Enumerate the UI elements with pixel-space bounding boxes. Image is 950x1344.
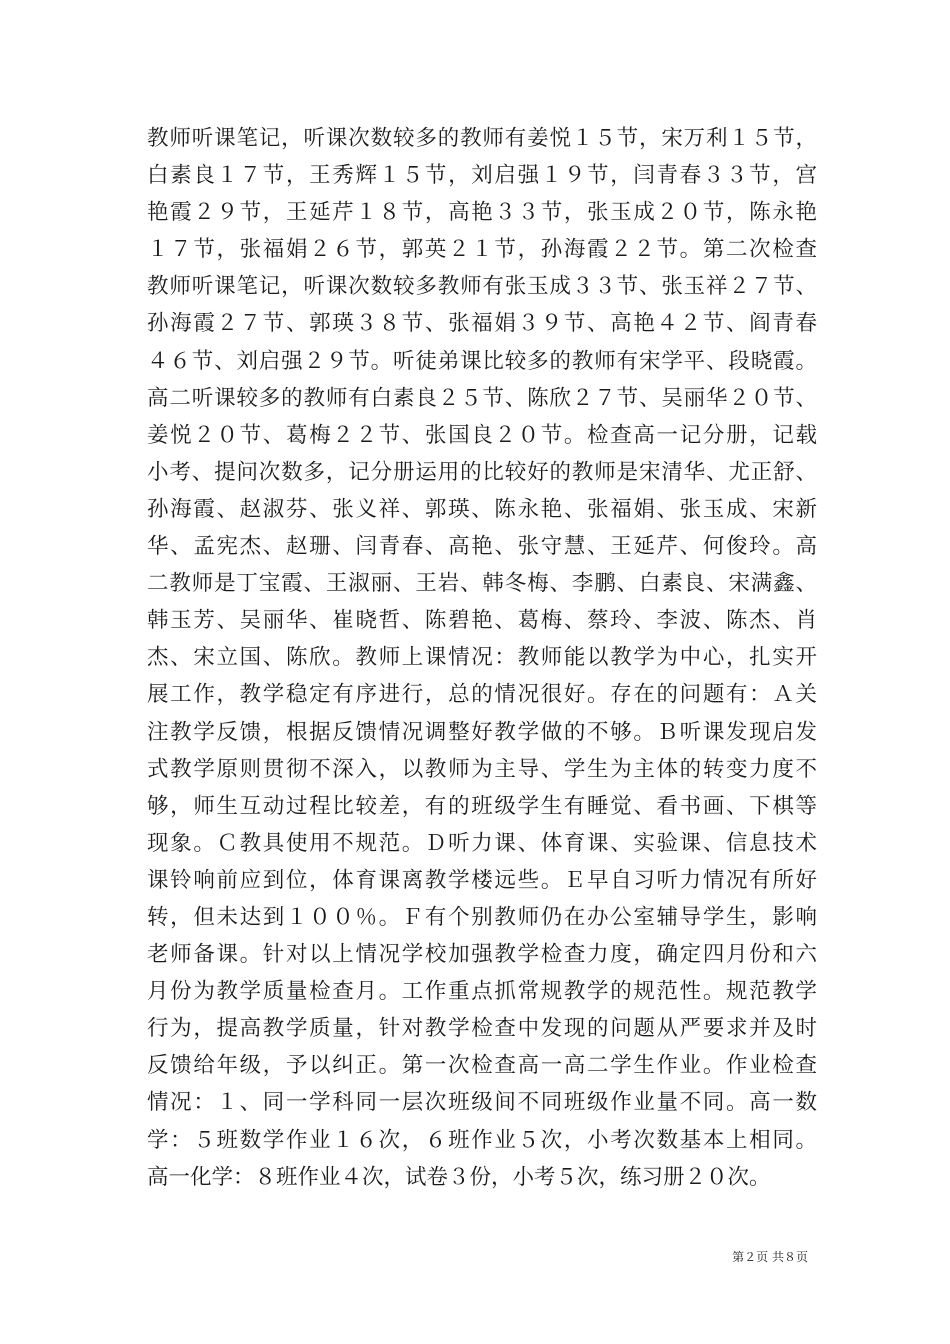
body-text-line: 现象。Ｃ教具使用不规范。Ｄ听力课、体育课、实验课、信息技术 — [147, 830, 817, 856]
body-text-line: 孙海霞、赵淑芬、张义祥、郭瑛、陈永艳、张福娟、张玉成、宋新 — [147, 496, 817, 522]
body-text-line: 艳霞２９节，王延芹１８节，高艳３３节，张玉成２０节，陈永艳 — [147, 200, 817, 226]
body-text-line: 转，但未达到１００％。Ｆ有个别教师仍在办公室辅导学生，影响 — [147, 904, 817, 930]
body-text-line: 够，师生互动过程比较差，有的班级学生有睡觉、看书画、下棋等 — [147, 793, 817, 819]
body-text-line: 孙海霞２７节、郭瑛３８节、张福娟３９节、高艳４２节、阎青春 — [147, 311, 817, 337]
body-text-line: 韩玉芳、吴丽华、崔晓哲、陈碧艳、葛梅、蔡玲、李波、陈杰、肖 — [147, 608, 817, 634]
body-text-line: ４６节、刘启强２９节。听徒弟课比较多的教师有宋学平、段晓霞。 — [147, 348, 817, 374]
body-text-line: 展工作，教学稳定有序进行，总的情况很好。存在的问题有：Ａ关 — [147, 682, 817, 708]
body-text-line: 高二听课较多的教师有白素良２５节、陈欣２７节、吴丽华２０节、 — [147, 385, 817, 411]
body-text-line: 教师听课笔记，听课次数较多教师有张玉成３３节、张玉祥２７节、 — [147, 274, 817, 300]
body-text-line: 学：５班数学作业１６次，６班作业５次，小考次数基本上相同。 — [147, 1127, 817, 1153]
body-text-line: 华、孟宪杰、赵珊、闫青春、高艳、张守慧、王延芹、何俊玲。高 — [147, 534, 817, 560]
body-text-line: １７节，张福娟２６节，郭英２１节，孙海霞２２节。第二次检查 — [147, 237, 817, 263]
page-number: 第２页 共８页 — [732, 1250, 808, 1264]
document-body — [147, 120, 817, 1196]
body-text-line: 情况：１、同一学科同一层次班级间不同班级作业量不同。高一数 — [147, 1090, 817, 1116]
body-text-line: 小考、提问次数多，记分册运用的比较好的教师是宋清华、尤正舒、 — [147, 459, 817, 485]
body-text-line: 白素良１７节，王秀辉１５节，刘启强１９节，闫青春３３节，宫 — [147, 163, 817, 189]
body-text-line: 注教学反馈，根据反馈情况调整好教学做的不够。Ｂ听课发现启发 — [147, 719, 817, 745]
body-text-line: 二教师是丁宝霞、王淑丽、王岩、韩冬梅、李鹏、白素良、宋满鑫、 — [147, 571, 817, 597]
body-text-line: 月份为教学质量检查月。工作重点抓常规教学的规范性。规范教学 — [147, 979, 817, 1005]
body-text-line: 高一化学：８班作业４次，试卷３份，小考５次，练习册２０次。 — [147, 1164, 771, 1190]
body-text-line: 反馈给年级，予以纠正。第一次检查高一高二学生作业。作业检查 — [147, 1053, 817, 1079]
body-text-line: 行为，提高教学质量，针对教学检查中发现的问题从严要求并及时 — [147, 1016, 817, 1042]
body-text-line: 杰、宋立国、陈欣。教师上课情况：教师能以教学为中心，扎实开 — [147, 645, 817, 671]
body-text-line: 式教学原则贯彻不深入，以教师为主导、学生为主体的转变力度不 — [147, 756, 817, 782]
body-text-line: 课铃响前应到位，体育课离教学楼远些。Ｅ早自习听力情况有所好 — [147, 867, 817, 893]
body-text-line: 教师听课笔记，听课次数较多的教师有姜悦１５节，宋万利１５节， — [147, 126, 817, 151]
body-text-line: 姜悦２０节、葛梅２２节、张国良２０节。检查高一记分册，记载 — [147, 422, 817, 448]
body-text-line: 老师备课。针对以上情况学校加强教学检查力度，确定四月份和六 — [147, 942, 817, 968]
